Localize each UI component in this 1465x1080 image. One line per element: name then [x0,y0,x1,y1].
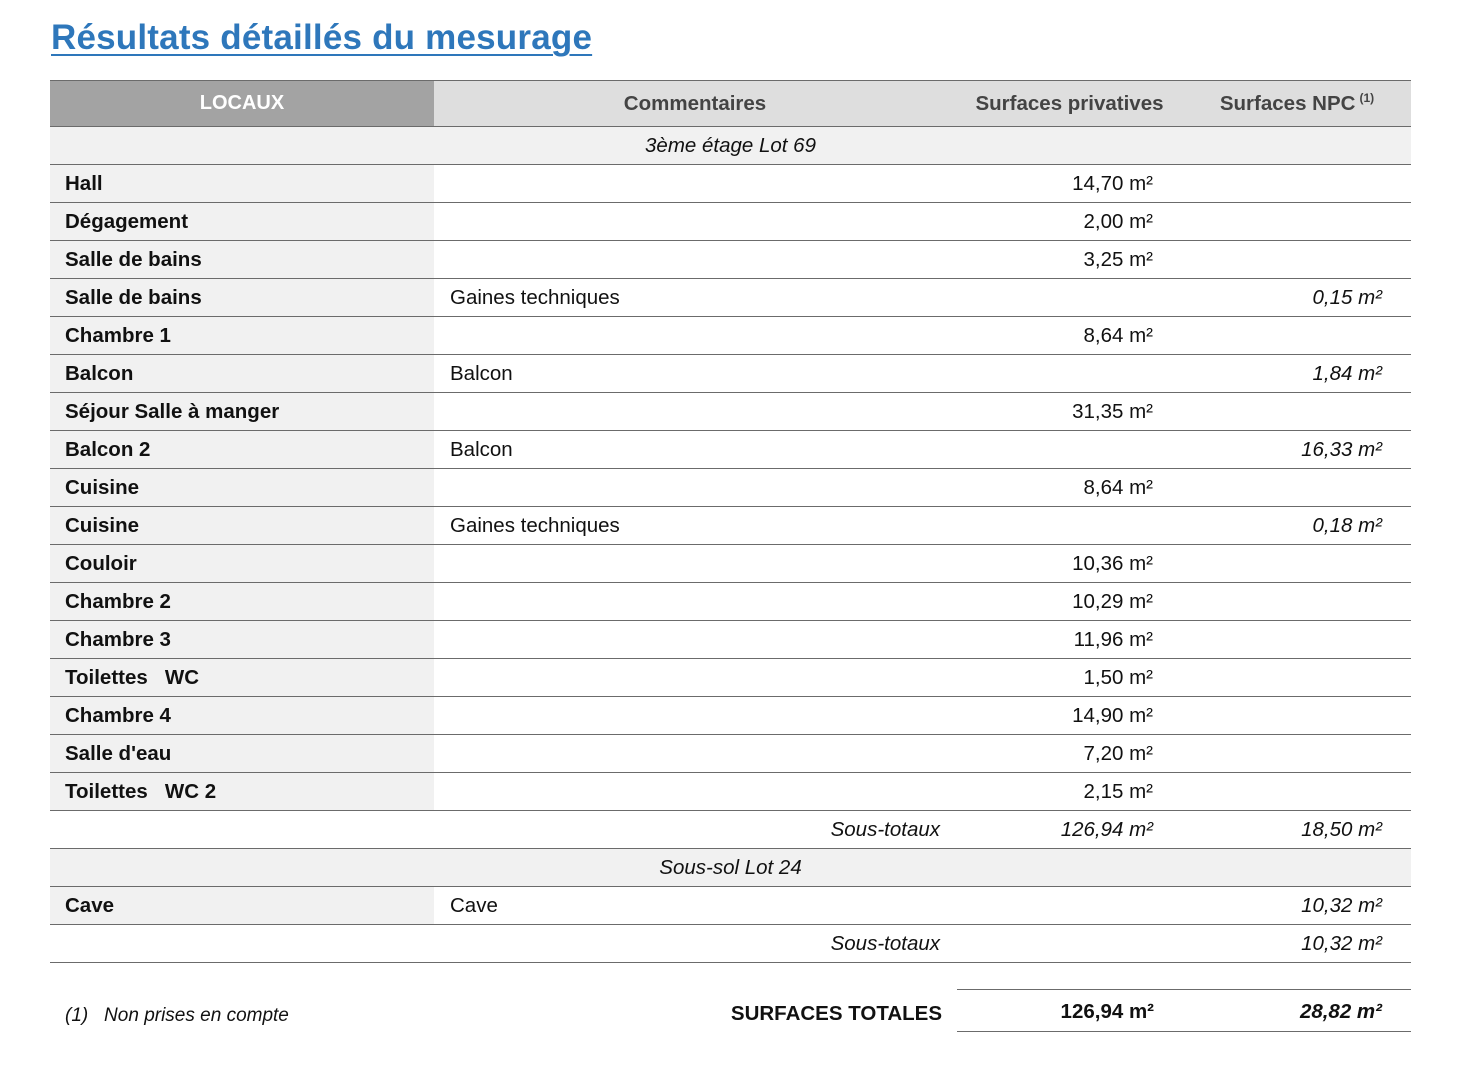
comment [434,393,956,430]
table-row [50,887,1411,925]
surface-privative [956,887,1183,924]
surface-npc [1183,659,1411,696]
surface-privative: 11,96 m² [1073,627,1153,651]
table-row [50,659,1411,697]
table-header [50,80,1411,127]
comment [434,317,956,354]
table-row [50,545,1411,583]
totals-box [957,989,1411,1032]
subtotal-label: Sous-totaux [830,817,940,841]
table-row [50,735,1411,773]
surface-privative: 7,20 m² [1083,741,1153,765]
surface-npc [1183,773,1411,810]
comment: Gaines techniques [450,285,620,309]
surface-privative: 10,29 m² [1072,589,1153,613]
surface-npc [1183,241,1411,278]
surface-npc [1183,165,1411,202]
table-row [50,431,1411,469]
table-row [50,203,1411,241]
surface-npc: 16,33 m² [1301,437,1382,461]
surface-npc [1183,583,1411,620]
surface-privative: 3,25 m² [1083,247,1153,271]
table-row [50,773,1411,811]
surface-privative [956,431,1183,468]
surface-npc [1183,317,1411,354]
surface-privative [956,279,1183,316]
comment [434,469,956,506]
surface-privative: 1,50 m² [1083,665,1153,689]
subtotal-label: Sous-totaux [830,931,940,955]
subtotal-spacer [50,925,434,962]
subtotal-npc: 10,32 m² [1301,931,1382,955]
surface-npc [1183,621,1411,658]
surface-privative: 8,64 m² [1083,323,1153,347]
local-name: Chambre 3 [50,621,434,658]
table-row [50,393,1411,431]
local-name: Séjour Salle à manger [50,393,434,430]
subtotal-spacer [50,811,434,848]
measurement-table [50,80,1411,963]
surface-privative: 2,15 m² [1083,779,1153,803]
comment [434,773,956,810]
totals-label: SURFACES TOTALES [730,1002,942,1025]
table-row [50,507,1411,545]
header-commentaires: Commentaires [434,81,956,126]
local-name: Toilettes WC 2 [50,773,434,810]
surface-privative: 8,64 m² [1083,475,1153,499]
comment: Gaines techniques [450,513,620,537]
comment: Balcon [450,437,513,461]
comment [434,545,956,582]
table-row [50,583,1411,621]
subtotal-privative [956,925,1183,962]
local-name: Dégagement [50,203,434,240]
surface-npc: 0,15 m² [1312,285,1382,309]
surface-npc: 10,32 m² [1301,893,1382,917]
section-row [50,127,1411,165]
header-surfaces-npc-label: Surfaces NPC [1219,91,1356,115]
local-name: Cave [50,887,434,924]
surface-npc [1183,469,1411,506]
subtotal-row [50,811,1411,849]
comment [434,621,956,658]
subtotal-npc: 18,50 m² [1301,817,1382,841]
table-row [50,317,1411,355]
local-name: Hall [50,165,434,202]
comment: Cave [450,893,498,917]
local-name: Chambre 4 [50,697,434,734]
surface-npc [1183,697,1411,734]
surface-privative [956,355,1183,392]
table-row [50,165,1411,203]
surface-npc [1183,393,1411,430]
local-name: Salle de bains [50,279,434,316]
comment [434,165,956,202]
footnote: (1) Non prises en compte [65,1005,289,1026]
total-npc: 28,82 m² [1299,1000,1382,1023]
header-surfaces-privatives: Surfaces privatives [956,81,1183,126]
table-row [50,241,1411,279]
section-title: Sous-sol Lot 24 [659,855,802,879]
table-footer [50,985,1411,1033]
surface-npc [1183,735,1411,772]
surface-npc [1183,203,1411,240]
surface-privative: 10,36 m² [1072,551,1153,575]
local-name: Cuisine [50,469,434,506]
table-row [50,279,1411,317]
local-name: Cuisine [50,507,434,544]
local-name: Salle de bains [50,241,434,278]
local-name: Chambre 1 [50,317,434,354]
total-privative: 126,94 m² [1060,1000,1154,1023]
page-title: Résultats détaillés du mesurage [51,18,593,57]
comment [434,583,956,620]
table-row [50,697,1411,735]
local-name: Balcon [50,355,434,392]
surface-privative: 14,70 m² [1072,171,1153,195]
comment: Balcon [450,361,513,385]
comment [434,241,956,278]
local-name: Toilettes WC [50,659,434,696]
subtotal-privative: 126,94 m² [1060,817,1153,841]
section-title: 3ème étage Lot 69 [645,133,816,157]
surface-npc [1183,545,1411,582]
surface-privative: 2,00 m² [1083,209,1153,233]
header-locaux: LOCAUX [50,81,434,126]
table-row [50,355,1411,393]
local-name: Couloir [50,545,434,582]
table-row [50,621,1411,659]
surface-privative: 31,35 m² [1072,399,1153,423]
surface-npc: 0,18 m² [1312,513,1382,537]
comment [434,203,956,240]
surface-privative [956,507,1183,544]
header-surfaces-npc [1183,81,1411,126]
local-name: Balcon 2 [50,431,434,468]
section-row [50,849,1411,887]
comment [434,659,956,696]
surface-privative: 14,90 m² [1072,703,1153,727]
table-row [50,469,1411,507]
table-body [50,127,1411,963]
surface-npc: 1,84 m² [1312,361,1382,385]
comment [434,735,956,772]
local-name: Salle d'eau [50,735,434,772]
comment [434,697,956,734]
local-name: Chambre 2 [50,583,434,620]
footnote-marker: (1) [1359,90,1375,105]
subtotal-row [50,925,1411,963]
